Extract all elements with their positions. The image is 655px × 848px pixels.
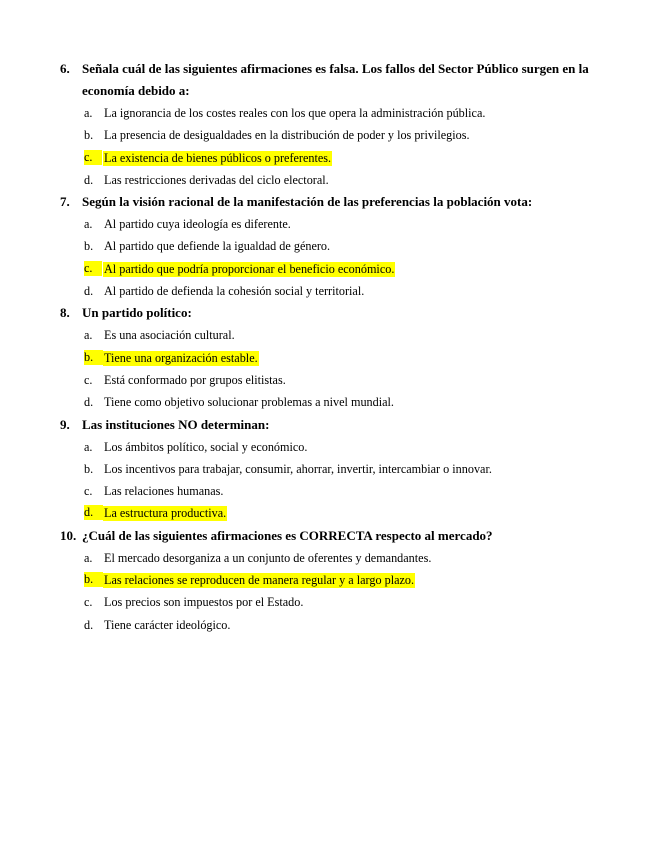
option-text: Es una asociación cultural. bbox=[104, 328, 235, 343]
option-text: Tiene carácter ideológico. bbox=[104, 617, 231, 632]
answer-option-highlighted bbox=[62, 502, 592, 524]
option-letter: a. bbox=[84, 439, 93, 454]
answer-option bbox=[62, 436, 592, 458]
option-text: Las relaciones humanas. bbox=[104, 484, 224, 499]
answer-option bbox=[62, 458, 592, 480]
question-item bbox=[62, 302, 592, 413]
question-text-line: economía debido a: bbox=[82, 83, 190, 98]
answer-options bbox=[62, 547, 592, 636]
option-text: Al partido que defiende la igualdad de género. bbox=[104, 239, 331, 254]
question-number: 9. bbox=[60, 416, 70, 432]
option-letter: b. bbox=[84, 461, 94, 476]
answer-option bbox=[62, 391, 592, 413]
answer-options bbox=[62, 324, 592, 413]
option-text: Los incentivos para trabajar, consumir, ahorrar, invertir, intercambiar o innovar. bbox=[104, 461, 492, 476]
answer-option bbox=[62, 124, 592, 146]
question-item bbox=[62, 58, 592, 191]
answer-options bbox=[62, 436, 592, 525]
answer-option-highlighted bbox=[62, 258, 592, 280]
answer-option bbox=[62, 614, 592, 636]
answer-option-highlighted bbox=[62, 569, 592, 591]
option-letter: d. bbox=[84, 172, 94, 187]
answer-option bbox=[62, 547, 592, 569]
answer-option bbox=[62, 324, 592, 346]
option-letter: a. bbox=[84, 217, 93, 232]
question-text-line: Las instituciones NO determinan: bbox=[82, 416, 270, 432]
question-text-line: Un partido político: bbox=[82, 305, 192, 321]
question-heading bbox=[62, 58, 592, 102]
question-number: 8. bbox=[60, 305, 70, 321]
option-text: La existencia de bienes públicos o preferentes. bbox=[104, 150, 332, 165]
option-letter: c. bbox=[84, 595, 93, 610]
option-letter: c. bbox=[84, 372, 93, 387]
option-text: El mercado desorganiza a un conjunto de oferentes y demandantes. bbox=[104, 550, 432, 565]
option-letter: b. bbox=[84, 128, 94, 143]
answer-option-highlighted bbox=[62, 347, 592, 369]
option-text: Tiene una organización estable. bbox=[104, 350, 258, 365]
answer-option bbox=[62, 480, 592, 502]
option-letter: b. bbox=[84, 239, 94, 254]
question-heading bbox=[62, 191, 592, 213]
question-text-line: Señala cuál de las siguientes afirmaciones es falsa. Los fallos del Sector Público surgen en la bbox=[82, 61, 589, 76]
option-letter: d. bbox=[84, 395, 94, 410]
answer-option-highlighted bbox=[62, 147, 592, 169]
option-text: La ignorancia de los costes reales con los que opera la administración pública. bbox=[104, 106, 486, 120]
question-heading bbox=[62, 302, 592, 324]
answer-option bbox=[62, 213, 592, 235]
answer-options bbox=[62, 213, 592, 302]
answer-option bbox=[62, 369, 592, 391]
option-letter: d. bbox=[84, 505, 103, 520]
option-letter: a. bbox=[84, 328, 93, 343]
option-text: Tiene como objetivo solucionar problemas a nivel mundial. bbox=[104, 395, 394, 410]
option-letter: b. bbox=[84, 350, 103, 365]
answer-options bbox=[62, 102, 592, 191]
question-text-line: ¿Cuál de las siguientes afirmaciones es CORRECTA respecto al mercado? bbox=[82, 527, 493, 543]
option-letter: d. bbox=[84, 284, 94, 299]
answer-option bbox=[62, 169, 592, 191]
option-text: Al partido de defienda la cohesión social y territorial. bbox=[104, 284, 365, 299]
question-heading bbox=[62, 525, 592, 547]
option-text: Las restricciones derivadas del ciclo electoral. bbox=[104, 172, 329, 187]
option-text: Al partido cuya ideología es diferente. bbox=[104, 217, 291, 232]
question-item bbox=[62, 525, 592, 636]
option-text: La presencia de desigualdades en la distribución de poder y los privilegios. bbox=[104, 128, 470, 143]
option-letter: c. bbox=[84, 261, 102, 276]
question-text-line: Según la visión racional de la manifestación de las preferencias la población vota: bbox=[82, 194, 533, 210]
question-number: 7. bbox=[60, 194, 70, 210]
question-heading bbox=[62, 414, 592, 436]
question-item bbox=[62, 414, 592, 525]
question-item bbox=[62, 191, 592, 302]
option-letter: c. bbox=[84, 484, 93, 499]
answer-option bbox=[62, 280, 592, 302]
option-text: Las relaciones se reproducen de manera regular y a largo plazo. bbox=[104, 573, 415, 588]
option-letter: a. bbox=[84, 550, 93, 565]
option-letter: d. bbox=[84, 617, 94, 632]
question-number: 6. bbox=[60, 61, 70, 76]
option-text: La estructura productiva. bbox=[104, 506, 227, 521]
question-number: 10. bbox=[60, 527, 77, 543]
option-letter: a. bbox=[84, 106, 93, 120]
option-text: Los ámbitos político, social y económico. bbox=[104, 439, 308, 454]
option-text: Los precios son impuestos por el Estado. bbox=[104, 595, 304, 610]
questions-list bbox=[0, 58, 592, 636]
option-letter: c. bbox=[84, 150, 102, 165]
option-text: Al partido que podría proporcionar el beneficio económico. bbox=[104, 261, 395, 276]
option-letter: b. bbox=[84, 572, 103, 587]
answer-option bbox=[62, 591, 592, 613]
answer-option bbox=[62, 235, 592, 257]
answer-option bbox=[62, 102, 592, 124]
option-text: Está conformado por grupos elitistas. bbox=[104, 372, 286, 387]
